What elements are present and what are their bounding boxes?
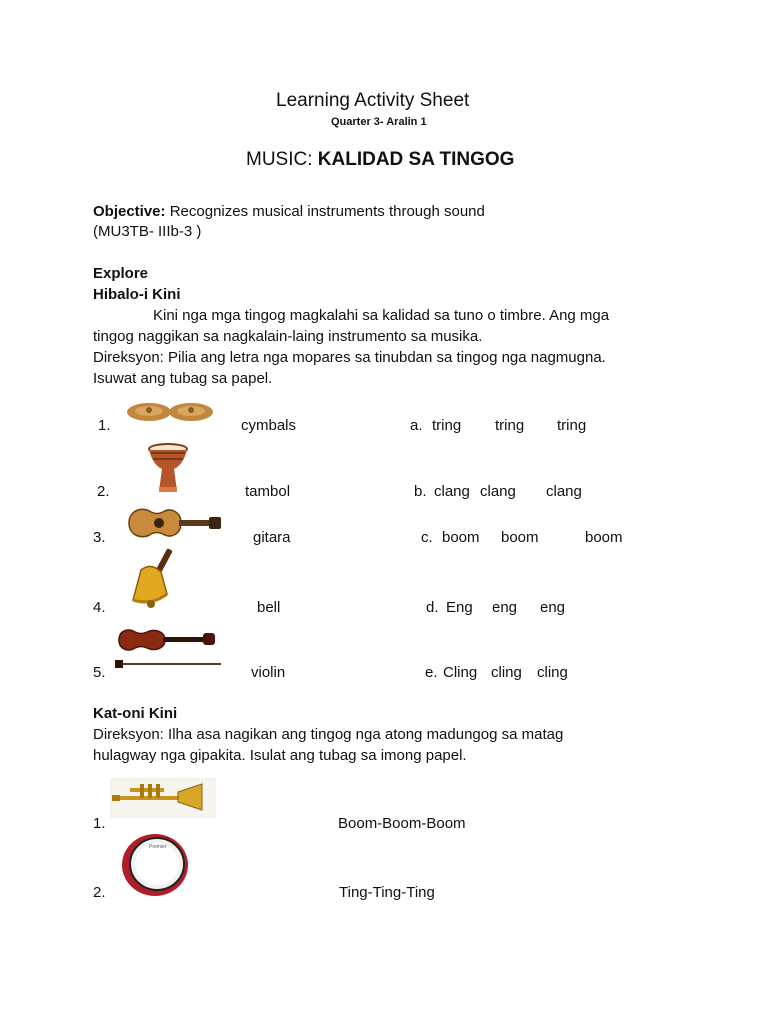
drum-icon (147, 443, 189, 493)
choice-word: tring (432, 417, 462, 434)
objective-code: (MU3TB- IIIb-3 ) (93, 223, 202, 240)
explore-subheading: Hibalo-i Kini (93, 286, 181, 303)
item-name: gitara (253, 529, 291, 546)
cymbals-icon (126, 398, 216, 426)
explore-direction-line2: Isuwat ang tubag sa papel. (93, 370, 273, 387)
objective-label: Objective: (93, 203, 166, 220)
item-name: cymbals (241, 417, 297, 434)
explore-paragraph-line2: tingog naggikan sa nagkalain-laing instrumento sa musika. (93, 328, 483, 345)
svg-text:Premier: Premier (149, 844, 167, 850)
choice-word: Cling (443, 664, 478, 681)
choice-word: clang (434, 483, 470, 500)
choice-letter: c. (421, 529, 433, 546)
guitar-icon (125, 502, 222, 544)
choice-word: tring (495, 417, 525, 434)
item-number: 5. (93, 664, 106, 681)
choice-letter: a. (410, 417, 423, 434)
choice-letter: d. (426, 599, 439, 616)
objective-line (93, 203, 485, 220)
objective-text: Recognizes musical instruments through sound (169, 203, 485, 220)
choice-word: cling (537, 664, 568, 681)
choice-word: tring (557, 417, 587, 434)
bass-drum-icon (119, 832, 191, 898)
katoni-item-sound: Boom-Boom-Boom (338, 815, 466, 832)
katoni-direction-line1: Direksyon: Ilha asa nagikan ang tingog nga atong madungog sa matag (93, 726, 564, 743)
katoni-direction-line2: hulagway nga gipakita. Isulat ang tubag sa imong papel. (93, 747, 467, 764)
choice-letter: e. (425, 664, 438, 681)
choice-letter: b. (414, 483, 427, 500)
choice-word: boom (585, 529, 623, 546)
trumpet-icon (110, 778, 216, 818)
explore-direction-line1: Direksyon: Pilia ang letra nga mopares sa tinubdan sa tingog nga nagmugna. (93, 349, 606, 366)
choice-word: eng (540, 599, 566, 616)
page-subtitle: Quarter 3- Aralin 1 (331, 116, 427, 128)
choice-word: Eng (446, 599, 473, 616)
violin-icon (113, 622, 223, 670)
item-name: bell (257, 599, 281, 616)
item-number: 1. (98, 417, 111, 434)
choice-word: clang (480, 483, 516, 500)
choice-word: boom (501, 529, 539, 546)
choice-word: cling (491, 664, 522, 681)
choice-word: clang (546, 483, 582, 500)
katoni-heading: Kat-oni Kini (93, 705, 178, 722)
explore-paragraph-line1: Kini nga mga tingog magkalahi sa kalidad sa tuno o timbre. Ang mga (153, 307, 610, 324)
item-number: 4. (93, 599, 106, 616)
subject-heading (246, 149, 514, 171)
subject-title: KALIDAD SA TINGOG (317, 149, 515, 170)
choice-word: eng (492, 599, 518, 616)
bell-icon (127, 548, 185, 612)
item-number: 2. (97, 483, 110, 500)
katoni-item-number: 1. (93, 815, 106, 832)
subject-prefix: MUSIC: (246, 149, 313, 170)
item-name: tambol (245, 483, 291, 500)
item-number: 3. (93, 529, 106, 546)
explore-heading: Explore (93, 265, 149, 282)
page-title: Learning Activity Sheet (276, 90, 470, 111)
katoni-item-sound: Ting-Ting-Ting (339, 884, 435, 901)
choice-word: boom (442, 529, 480, 546)
katoni-item-number: 2. (93, 884, 106, 901)
item-name: violin (251, 664, 286, 681)
